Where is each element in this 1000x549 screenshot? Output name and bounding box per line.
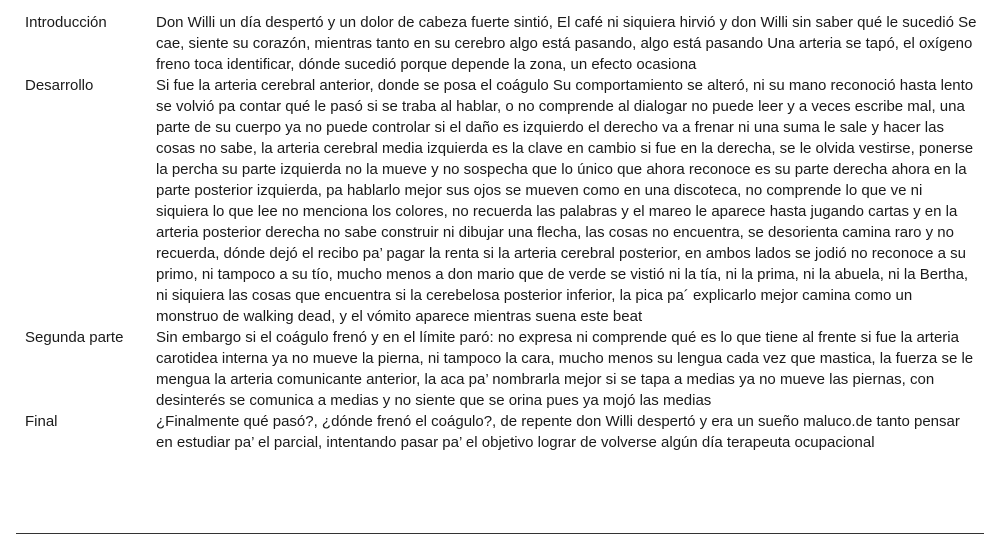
table-bottom-rule	[16, 533, 984, 534]
table-row-final	[16, 411, 984, 453]
section-label: Segunda parte	[25, 329, 124, 346]
section-label: Final	[25, 413, 58, 430]
section-text: Sin embargo si el coágulo frenó y en el límite paró: no expresa ni comprende qué es lo que tiene al frente si fue la arteria carotidea interna ya no mueve la pierna, ni tampoco la cara, mucho menos su lengua cada vez que mastica, la fuerza se le mengua la arteria comunicante anterior, la aca pa’ nombrarla mejor si se tapa a medias ya no mueve las piernas, con desinterés se comunica a medias y no siente que se orina pues ya mojó las medias	[156, 329, 974, 409]
section-label: Introducción	[25, 14, 107, 31]
section-text: Si fue la arteria cerebral anterior, donde se posa el coágulo Su comportamiento se alteró, ni su mano reconoció hasta lento se volvió pa contar qué le pasó si se traba al hablar, o no comprende al dialogar no puede leer y a veces escribe mal, una parte de su cuerpo ya no puede controlar si el daño es izquierdo el derecho va a frenar ni una suma le sale y hacer las cosas no sabe, la arteria cerebral media izquierda es la clave en cambio si fue en la derecha, se le olvida vestirse, ponerse la percha su parte izquierda no la mueve y no sospecha que lo único que ahora reconoce es su parte derecha ahora en la parte posterior izquierda, pa hablarlo mejor sus ojos se mueven como en una discoteca, no comprende lo que ve ni siquiera lo que lee no menciona los colores, no recuerda las palabras y el mareo le aparece hasta jugando cartas y en la arteria posterior derecha no sabe construir ni dibujar una flecha, las cosas no encuentra, se desorienta camina raro y no recuerda, dónde dejó el recibo pa’ pagar la renta si la arteria cerebral posterior, en ambos lados se jodió no reconoce a su primo, ni tampoco a su tío, mucho menos a don mario que de verde se vistió ni la tía, ni la prima, ni la abuela, ni la Bertha, ni siquiera las cosas que encuentra si la cerebelosa posterior inferior, la pica pa´ explicarlo mejor camina como un monstruo de walking dead, y el vómito aparece mientras suena este beat	[156, 77, 974, 325]
section-text: ¿Finalmente qué pasó?, ¿dónde frenó el coágulo?, de repente don Willi despertó y era un sueño maluco.de tanto pensar en estudiar pa’ el parcial, intentando pasar pa’ el objetivo lograr de volverse algún día terapeuta ocupacional	[156, 413, 960, 451]
table-row-desarrollo	[16, 75, 984, 327]
section-label: Desarrollo	[25, 77, 94, 94]
table-row-introduccion	[16, 12, 984, 75]
section-text: Don Willi un día despertó y un dolor de cabeza fuerte sintió, El café ni siquiera hirvió y don Willi sin saber qué le sucedió Se cae, siente su corazón, mientras tanto en su cerebro algo está pasando, algo está pasando Una arteria se tapó, el oxígeno freno toca identificar, dónde sucedió porque depende la zona, un efecto ocasiona	[156, 14, 977, 73]
lyrics-table	[16, 12, 984, 453]
table-row-segunda-parte	[16, 327, 984, 411]
